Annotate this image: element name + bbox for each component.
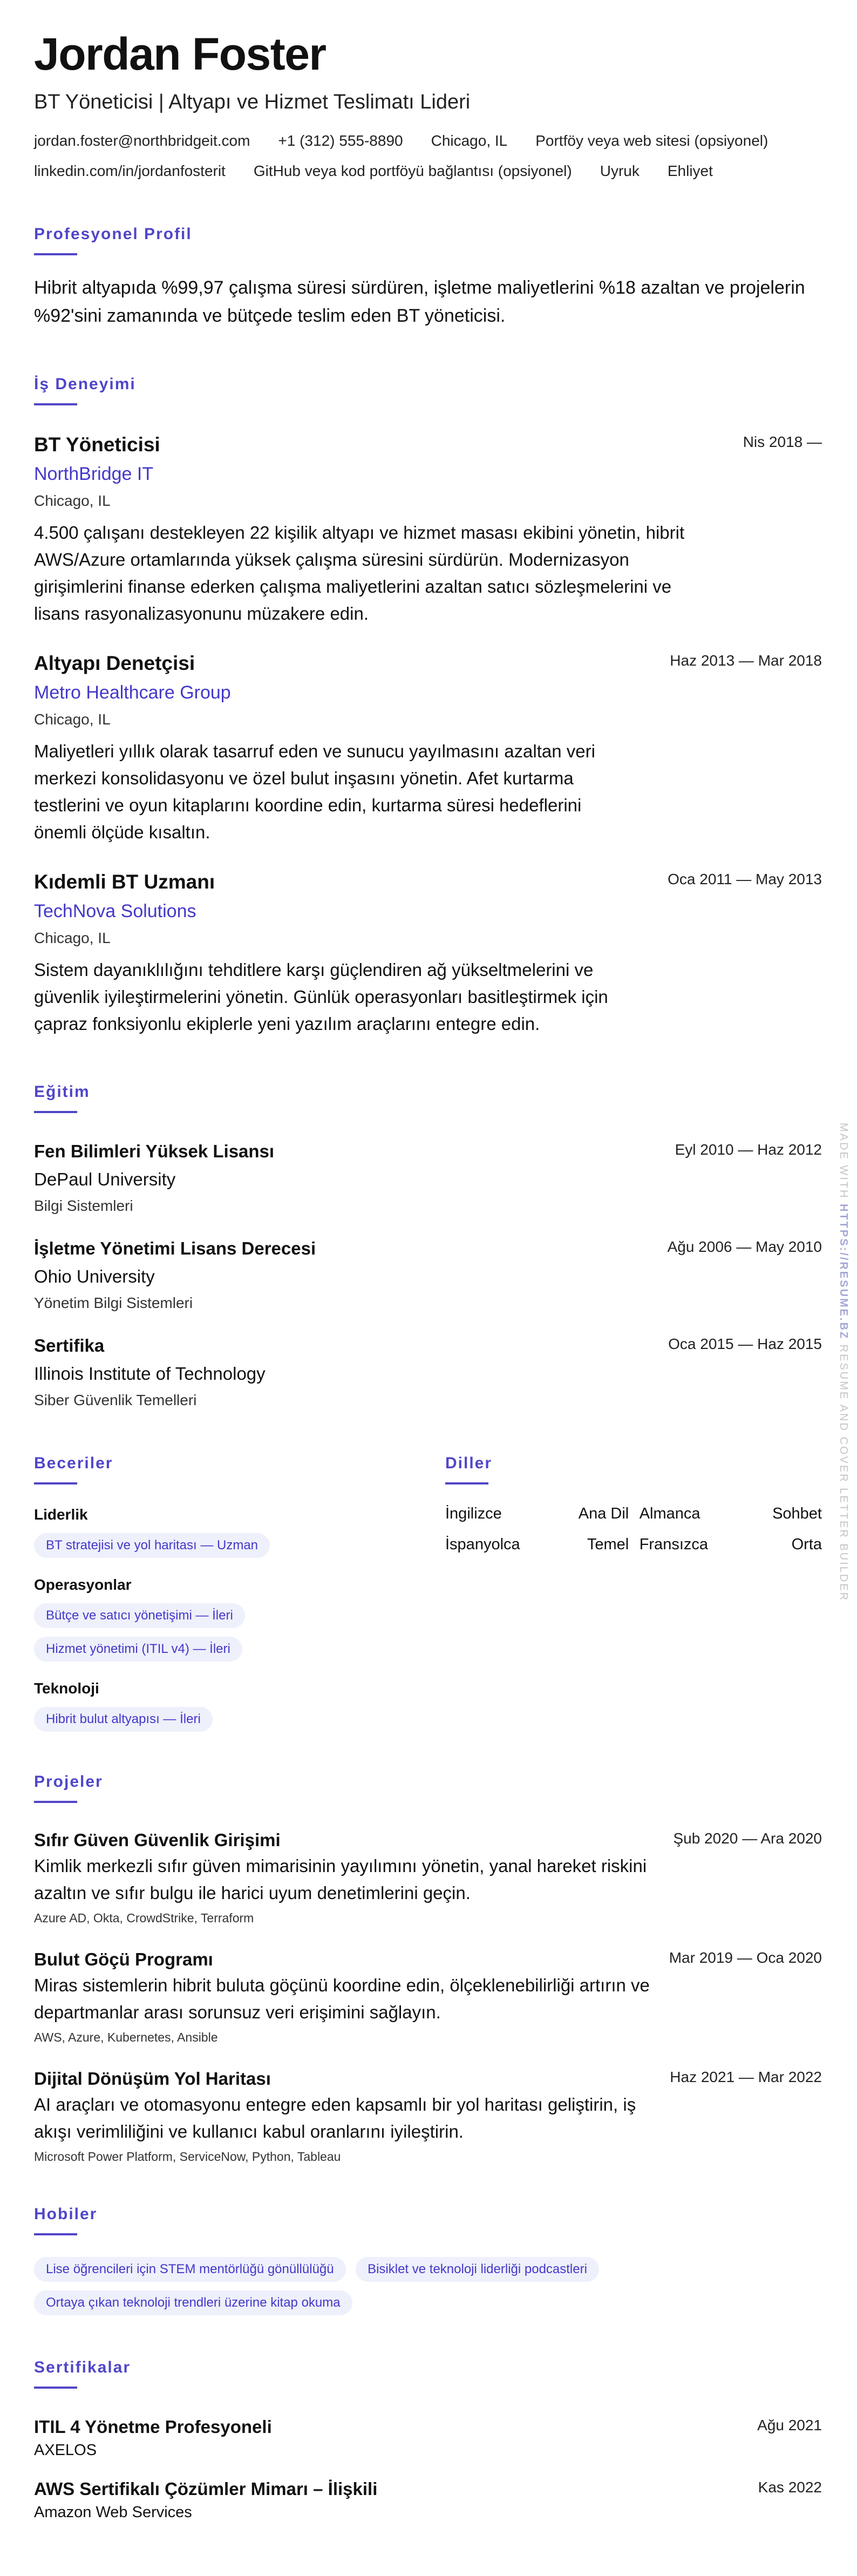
job-dates: Haz 2013 — Mar 2018 bbox=[670, 652, 822, 669]
certification-name: AWS Sertifikalı Çözümler Mimarı – İlişkili bbox=[34, 2479, 378, 2499]
project-entry bbox=[34, 2069, 822, 2164]
section-divider bbox=[34, 403, 77, 405]
profile-section bbox=[34, 225, 822, 330]
skills-title: Beceriler bbox=[34, 1454, 113, 1472]
language-level: Orta bbox=[791, 1536, 822, 1553]
contact-row-2 bbox=[34, 162, 822, 180]
experience-title: İş Deneyimi bbox=[34, 375, 136, 393]
skill-chip: BT stratejisi ve yol haritası — Uzman bbox=[34, 1533, 270, 1558]
contact-email[interactable]: jordan.foster@northbridgeit.com bbox=[34, 132, 250, 149]
project-entry bbox=[34, 1949, 822, 2045]
language-name: İspanyolca bbox=[445, 1536, 520, 1553]
section-divider bbox=[34, 253, 77, 255]
job-dates: Oca 2011 — May 2013 bbox=[668, 871, 822, 887]
job-dates: Nis 2018 — bbox=[743, 433, 822, 450]
projects-section bbox=[34, 1773, 822, 2164]
skill-group-title: Liderlik bbox=[34, 1506, 88, 1523]
certification-entry bbox=[34, 2479, 822, 2521]
project-description: Miras sistemlerin hibrit buluta göçünü koordine edin, ölçeklenebilirliği artırın ve departmanlar arası sorunsuz veri erişimini sağlayın. bbox=[34, 1975, 650, 2022]
education-entry bbox=[34, 1238, 822, 1312]
job-location: Chicago, IL bbox=[34, 930, 111, 946]
job-title: BT Yöneticisi bbox=[34, 433, 160, 456]
project-description: AI araçları ve otomasyonu entegre eden kapsamlı bir yol haritası geliştirin, iş akışı verimliliğini ve kullanıcı kabul oranlarını iyileştirin. bbox=[34, 2094, 636, 2141]
language-name: İngilizce bbox=[445, 1505, 502, 1522]
profile-summary: Hibrit altyapıda %99,97 çalışma süresi sürdüren, işletme maliyetlerini %18 azaltan ve projelerin %92'sini zamanında ve bütçede teslim eden BT yöneticisi. bbox=[34, 277, 805, 326]
job-title: Altyapı Denetçisi bbox=[34, 652, 195, 674]
section-divider bbox=[34, 1801, 77, 1803]
profile-title: Profesyonel Profil bbox=[34, 225, 192, 243]
contact-linkedin[interactable]: linkedin.com/in/jordanfosterit bbox=[34, 162, 226, 179]
builder-credit bbox=[837, 1123, 849, 1602]
contact-github[interactable]: GitHub veya kod portföyü bağlantısı (opsiyonel) bbox=[253, 162, 572, 179]
education-dates: Oca 2015 — Haz 2015 bbox=[668, 1336, 822, 1352]
certifications-title: Sertifikalar bbox=[34, 2358, 131, 2376]
skill-group-title: Teknoloji bbox=[34, 1680, 99, 1697]
education-field: Yönetim Bilgi Sistemleri bbox=[34, 1294, 193, 1311]
project-entry bbox=[34, 1830, 822, 1926]
hobby-chip: Lise öğrencileri için STEM mentörlüğü gönüllülüğü bbox=[34, 2257, 346, 2282]
job-description: 4.500 çalışanı destekleyen 22 kişilik altyapı ve hizmet masası ekibini yönetin, hibrit AWS/Azure ortamlarında yüksek çalışma süresini sürdürün. Modernizasyon girişimlerini finanse ederken çalışma maliyetlerini azaltan satıcı sözleşmelerini ve lisans rasyonalizasyonunu müzakere edin. bbox=[34, 523, 685, 623]
language-level: Ana Dil bbox=[578, 1505, 629, 1522]
skill-group bbox=[34, 1680, 412, 1732]
skill-group-title: Operasyonlar bbox=[34, 1576, 132, 1593]
education-entry bbox=[34, 1141, 822, 1215]
skill-group bbox=[34, 1576, 412, 1662]
education-school: Illinois Institute of Technology bbox=[34, 1364, 266, 1384]
job-title: Kıdemli BT Uzmanı bbox=[34, 871, 215, 893]
credit-suffix: RESUME AND COVER LETTER BUILDER bbox=[838, 1340, 849, 1602]
job-company: TechNova Solutions bbox=[34, 901, 196, 921]
certification-date: Ağu 2021 bbox=[757, 2417, 822, 2433]
job-location: Chicago, IL bbox=[34, 711, 111, 728]
education-field: Bilgi Sistemleri bbox=[34, 1197, 133, 1214]
education-school: DePaul University bbox=[34, 1169, 176, 1189]
hobby-chip: Ortaya çıkan teknoloji trendleri üzerine kitap okuma bbox=[34, 2290, 352, 2315]
contact-row-1 bbox=[34, 132, 822, 150]
credit-prefix: MADE WITH bbox=[838, 1123, 849, 1204]
project-title: Dijital Dönüşüm Yol Haritası bbox=[34, 2069, 271, 2089]
credit-link[interactable]: HTTPS://RESUME.BZ bbox=[838, 1204, 849, 1340]
headline: BT Yöneticisi | Altyapı ve Hizmet Teslimatı Lideri bbox=[34, 91, 471, 113]
languages-column bbox=[445, 1454, 822, 1554]
project-title: Sıfır Güven Güvenlik Girişimi bbox=[34, 1830, 281, 1850]
project-dates: Mar 2019 — Oca 2020 bbox=[669, 1949, 822, 1966]
job-entry bbox=[34, 652, 822, 846]
projects-title: Projeler bbox=[34, 1773, 103, 1791]
section-divider bbox=[34, 1482, 77, 1484]
contact-location: Chicago, IL bbox=[431, 132, 508, 149]
candidate-name: Jordan Foster bbox=[34, 29, 326, 79]
education-title: Eğitim bbox=[34, 1083, 90, 1101]
project-description: Kimlik merkezli sıfır güven mimarisinin yayılımını yönetin, yanal hareket riskini azaltın ve sıfır bulgu ile harici uyum denetimlerini geçin. bbox=[34, 1856, 647, 1903]
contact-phone[interactable]: +1 (312) 555-8890 bbox=[278, 132, 403, 149]
education-dates: Ağu 2006 — May 2010 bbox=[667, 1238, 822, 1255]
education-dates: Eyl 2010 — Haz 2012 bbox=[675, 1141, 822, 1158]
education-section bbox=[34, 1083, 822, 1409]
project-tech: Microsoft Power Platform, ServiceNow, Python, Tableau bbox=[34, 2150, 341, 2164]
education-school: Ohio University bbox=[34, 1266, 155, 1286]
skill-group bbox=[34, 1506, 412, 1558]
certification-name: ITIL 4 Yönetme Profesyoneli bbox=[34, 2417, 272, 2437]
job-description: Sistem dayanıklılığını tehditlere karşı güçlendiren ağ yükseltmelerini ve güvenlik iyileştirmelerini yönetin. Günlük operasyonları basitleştirmek için çapraz fonksiyonlu ekiplerle yeni yazılım araçlarını entegre edin. bbox=[34, 960, 608, 1034]
job-entry bbox=[34, 871, 822, 1038]
hobbies-title: Hobiler bbox=[34, 2205, 98, 2223]
language-row bbox=[445, 1536, 822, 1554]
certification-entry bbox=[34, 2417, 822, 2459]
skill-chip: Bütçe ve satıcı yönetişimi — İleri bbox=[34, 1603, 245, 1628]
resume-page bbox=[34, 31, 822, 2521]
education-degree: Fen Bilimleri Yüksek Lisansı bbox=[34, 1141, 275, 1161]
skills-column bbox=[34, 1454, 412, 1732]
job-company: Metro Healthcare Group bbox=[34, 682, 231, 703]
skill-chip: Hizmet yönetimi (ITIL v4) — İleri bbox=[34, 1637, 242, 1662]
education-degree: Sertifika bbox=[34, 1336, 105, 1355]
hobby-chip: Bisiklet ve teknoloji liderliği podcastleri bbox=[356, 2257, 599, 2282]
languages-title: Diller bbox=[445, 1454, 493, 1472]
experience-section bbox=[34, 375, 822, 1038]
project-tech: Azure AD, Okta, CrowdStrike, Terraform bbox=[34, 1911, 254, 1925]
section-divider bbox=[34, 1111, 77, 1113]
certifications-section bbox=[34, 2358, 822, 2521]
job-entry bbox=[34, 433, 822, 627]
language-row bbox=[445, 1505, 822, 1523]
contact-portfolio[interactable]: Portföy veya web sitesi (opsiyonel) bbox=[535, 132, 768, 149]
section-divider bbox=[34, 2387, 77, 2389]
project-title: Bulut Göçü Programı bbox=[34, 1949, 213, 1969]
section-divider bbox=[445, 1482, 488, 1484]
language-name: Almanca bbox=[639, 1505, 700, 1522]
job-description: Maliyetleri yıllık olarak tasarruf eden ve sunucu yayılmasını azaltan veri merkezi konsolidasyonu ve özel bulut inşasını yönetin. Afet kurtarma testlerini ve oyun kitaplarını koordine edin, kurtarma süresi hedeflerini önemli ölçüde kısaltın. bbox=[34, 741, 595, 842]
education-degree: İşletme Yönetimi Lisans Derecesi bbox=[34, 1238, 316, 1258]
language-name: Fransızca bbox=[639, 1536, 709, 1553]
skills-languages-section bbox=[34, 1454, 822, 1767]
contact-license: Ehliyet bbox=[667, 162, 713, 179]
education-entry bbox=[34, 1336, 822, 1409]
language-level: Temel bbox=[587, 1536, 629, 1553]
project-dates: Şub 2020 — Ara 2020 bbox=[673, 1830, 822, 1847]
hobbies-section bbox=[34, 2205, 822, 2315]
job-location: Chicago, IL bbox=[34, 492, 111, 509]
certification-issuer: Amazon Web Services bbox=[34, 2504, 192, 2521]
section-divider bbox=[34, 2233, 77, 2235]
skill-chip: Hibrit bulut altyapısı — İleri bbox=[34, 1707, 213, 1732]
project-tech: AWS, Azure, Kubernetes, Ansible bbox=[34, 2030, 218, 2044]
contact-nationality: Uyruk bbox=[600, 162, 640, 179]
education-field: Siber Güvenlik Temelleri bbox=[34, 1392, 197, 1408]
certification-date: Kas 2022 bbox=[758, 2479, 822, 2496]
project-dates: Haz 2021 — Mar 2022 bbox=[670, 2069, 822, 2085]
certification-issuer: AXELOS bbox=[34, 2442, 97, 2459]
job-company: NorthBridge IT bbox=[34, 464, 154, 484]
language-level: Sohbet bbox=[772, 1505, 822, 1522]
